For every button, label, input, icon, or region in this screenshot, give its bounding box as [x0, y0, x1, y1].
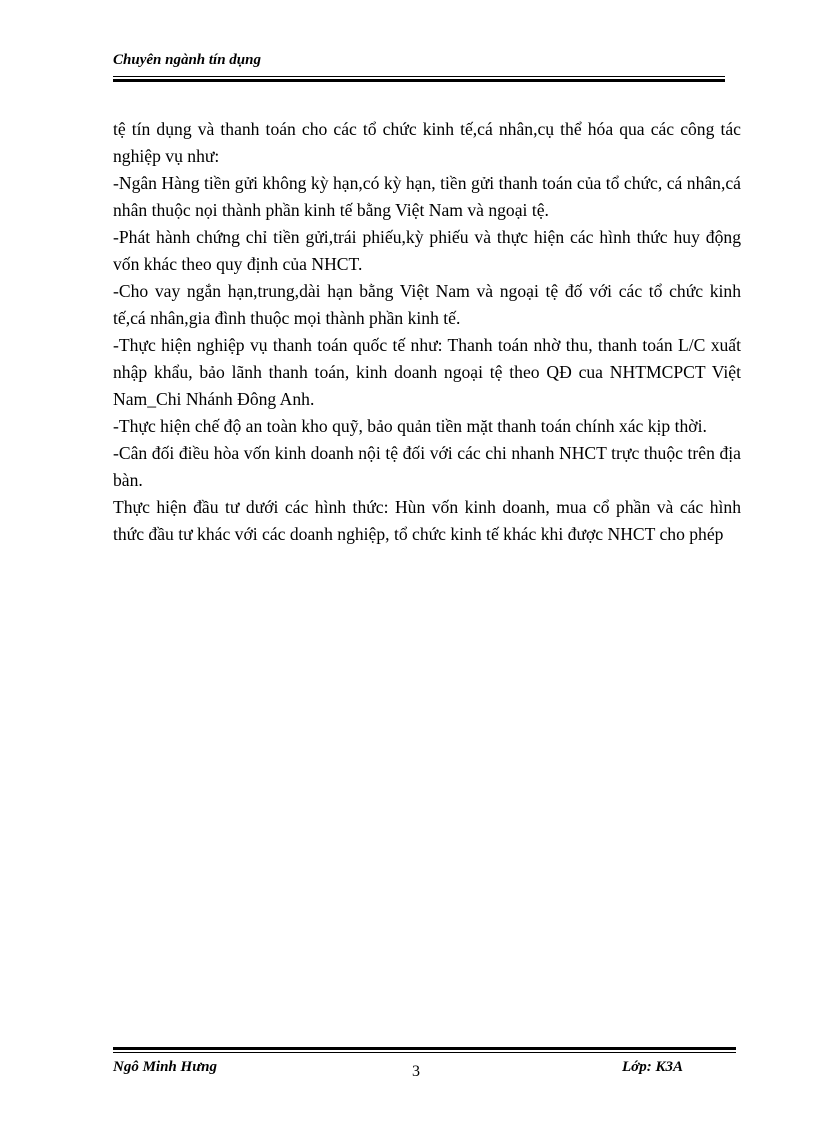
paragraph: -Thực hiện chế độ an toàn kho quỹ, bảo quản tiền mặt thanh toán chính xác kịp thời. — [113, 416, 707, 436]
header-title: Chuyên ngành tín dụng — [113, 52, 261, 68]
paragraph: -Phát hành chứng chỉ tiền gửi,trái phiếu,kỳ phiếu và thực hiện các hình thức huy động vốn khác theo quy định của NHCT. — [113, 227, 741, 274]
footer-rule-thin — [113, 1052, 736, 1053]
paragraph: -Cho vay ngắn hạn,trung,dài hạn bằng Việt Nam và ngoại tệ đố với các tổ chức kinh tế,cá nhân,gia đình thuộc mọi thành phần kinh tế. — [113, 281, 741, 328]
paragraph: Thực hiện đầu tư dưới các hình thức: Hùn vốn kinh doanh, mua cổ phần và các hình thức đầu tư khác với các doanh nghiệp, tổ chức kinh tế khác khi được NHCT cho phép — [113, 497, 741, 544]
body-text — [113, 116, 741, 548]
footer-class: Lớp: K3A — [622, 1059, 683, 1075]
paragraph: -Thực hiện nghiệp vụ thanh toán quốc tế như: Thanh toán nhờ thu, thanh toán L/C xuất nhập khẩu, bảo lãnh thanh toán, kinh doanh ngoại tệ theo QĐ cua NHTMCPCT Việt Nam_Chi Nhánh Đông Anh. — [113, 335, 741, 409]
page-number: 3 — [412, 1063, 420, 1080]
header-rule-thin — [113, 76, 725, 77]
paragraph: tệ tín dụng và thanh toán cho các tổ chức kinh tế,cá nhân,cụ thể hóa qua các công tác nghiệp vụ như: — [113, 119, 741, 166]
footer-rule-thick — [113, 1047, 736, 1050]
paragraph: -Cân đối điều hòa vốn kinh doanh nội tệ đối với các chi nhanh NHCT trực thuộc trên địa bàn. — [113, 443, 741, 490]
footer-author: Ngô Minh Hưng — [113, 1059, 218, 1075]
header-rule-thick — [113, 79, 725, 82]
paragraph: -Ngân Hàng tiền gửi không kỳ hạn,có kỳ hạn, tiền gửi thanh toán của tổ chức, cá nhân,cá nhân thuộc nọi thành phần kinh tế bằng Việt Nam và ngoại tệ. — [113, 173, 741, 220]
